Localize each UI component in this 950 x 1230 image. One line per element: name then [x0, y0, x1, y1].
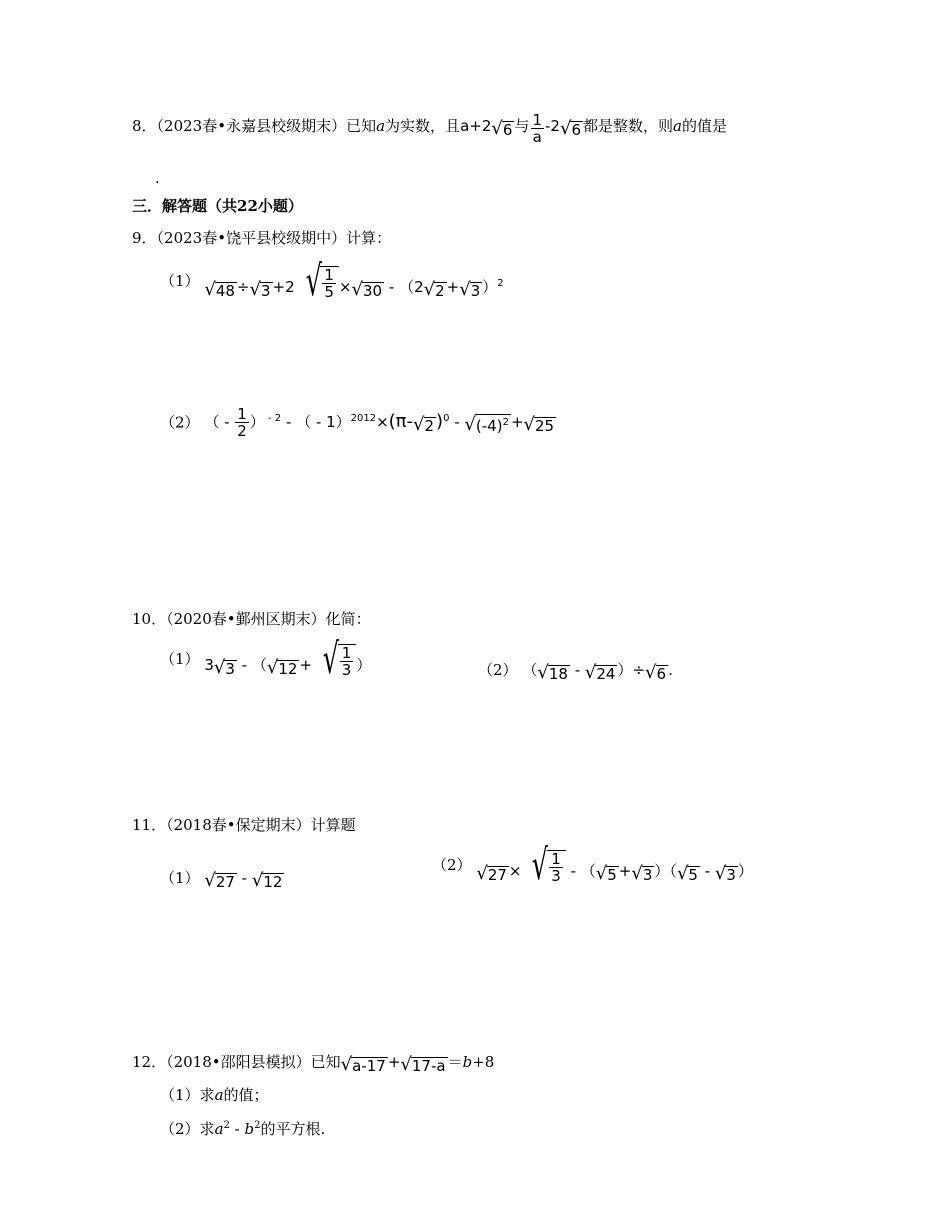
answer-blank-end: . [155, 169, 160, 187]
radical: √ 3 [213, 657, 235, 678]
question-9-part-1 [160, 256, 504, 322]
question-number: 8． [132, 117, 157, 135]
radical: √ 18 [537, 662, 568, 683]
fraction: $\frac{1}{2}$ [237, 405, 247, 440]
expression-a-plus-2root6: a+2 √ 6 [460, 117, 513, 139]
radical: √ 5 [676, 863, 698, 884]
expression: √ a-17 + √ 17-a [340, 1053, 446, 1075]
question-text: 为实数，且 [385, 117, 461, 135]
radical-fraction: √ $\frac{1}{3}$ [521, 846, 565, 884]
question-11-part-1 [160, 868, 284, 890]
part-label: （1） [160, 272, 200, 290]
variable-a: a [376, 117, 386, 135]
variable-a: a [214, 1120, 224, 1138]
radical: √ 2 [423, 279, 445, 300]
radical: √ 3 [459, 279, 481, 300]
question-text: 与 [514, 117, 530, 135]
exponent: 2 [497, 278, 504, 289]
question-number: 10． [132, 610, 167, 628]
radical: √ a-17 [340, 1054, 386, 1075]
question-10 [132, 609, 371, 629]
expression: √ 48 ÷ √ 3 +2 √ $\frac{1}{5}$ × √ 30 - （2 √ 2 + √ 3 ）$^2$ [204, 256, 504, 305]
question-source: （2018•邵阳县模拟） [166, 1053, 311, 1071]
variable-b: b [462, 1053, 473, 1071]
question-11-part-2 [432, 840, 753, 902]
question-number: 11． [132, 816, 167, 834]
question-instruction: 计算： [346, 229, 392, 247]
question-number: 12． [132, 1053, 167, 1071]
radical: √ 3 [249, 279, 271, 300]
radical: √ 27 [204, 870, 235, 891]
question-source: （2023春•永嘉县校级期末） [156, 117, 347, 135]
question-9-part-2 [160, 406, 556, 456]
part-label: （2） [160, 413, 200, 432]
radical: √ $(-4)^2$ [464, 414, 509, 435]
exponent: 2012 [350, 413, 377, 424]
question-9 [132, 228, 391, 248]
expression: （ √ 18 - √ 24 ）÷ √ 6 . [522, 661, 673, 683]
variable-b: b [244, 1120, 255, 1138]
question-text: 都是整数，则 [582, 117, 673, 135]
variable-a: a [673, 117, 682, 135]
radical: √ 48 [204, 279, 235, 300]
question-text: 已知 [310, 1053, 341, 1071]
radical: √ 24 [584, 662, 616, 683]
radical: √ 3 [714, 863, 736, 884]
radical: √ 12 [251, 870, 283, 891]
radical: √ 30 [351, 279, 383, 300]
question-12-part-2: （2）求$a^2 - b^2$的平方根. [160, 1120, 326, 1138]
radical: √ 6 [645, 662, 667, 683]
expression: √ 27 - √ 12 [204, 869, 283, 891]
radical: √ 17-a [400, 1054, 446, 1075]
question-11 [132, 815, 356, 835]
question-source: （2023春•饶平县校级期中） [156, 229, 347, 247]
radical-fraction: √ $\frac{1}{5}$ [295, 262, 339, 300]
radical: √ 5 [595, 863, 617, 884]
part-label: （1） [160, 1086, 200, 1104]
fraction: $\frac{1}{a}$ [532, 111, 542, 146]
expression: √ 27 × √ $\frac{1}{3}$ - （ √ 5 + √ 3 ）（ √ 5 - √ 3 ） [476, 840, 753, 889]
part-label: （1） [160, 869, 200, 887]
question-source: （2020春•鄞州区期末） [166, 610, 326, 628]
question-text: 的值是 [681, 117, 727, 135]
question-8 [132, 112, 727, 162]
question-number: 9． [132, 229, 157, 247]
part-label: （2） [160, 1120, 200, 1138]
question-text: 已知 [346, 117, 377, 135]
question-12-part-1: （1）求a的值； [160, 1086, 269, 1104]
exponent: 0 [443, 413, 450, 424]
radical: √ 6 [491, 118, 513, 139]
part-label: （2） [478, 661, 518, 679]
radical: √ 25 [523, 414, 555, 435]
radical-fraction: √ $\frac{1}{3}$ [312, 640, 356, 678]
question-source: （2018春•保定期末） [166, 816, 311, 834]
variable-a: a [214, 1086, 224, 1104]
part-label: （2） [432, 856, 472, 874]
part-label: （1） [160, 650, 200, 668]
radical: √ 2 [413, 414, 435, 435]
radical: √ 12 [266, 657, 298, 678]
section-heading: 三．解答题（共22小题） [132, 197, 303, 215]
expression: （ - $\frac{1}{2}$ ） $^{- 2}$ - （ - 1）$^{2012}$×(π- √ 2 )$^0$ - √ $(-4)^2$ + √ 25 [204, 405, 555, 440]
question-instruction: 计算题 [310, 816, 356, 834]
question-10-part-1 [160, 634, 372, 696]
expression-1-over-a-minus-2root6: $\frac{1}{a}$ -2 √ 6 [532, 111, 581, 146]
question-instruction: 化简： [325, 610, 371, 628]
radical: √ 6 [559, 118, 581, 139]
expression: 3 √ 3 - （ √ 12 + √ $\frac{1}{3}$ ） [204, 634, 372, 683]
radical: √ 3 [631, 863, 653, 884]
exponent: - 2 [264, 413, 282, 424]
question-12: 12．（2018•邵阳县模拟）已知 √ a-17 + √ 17-a ＝b+8 [132, 1053, 495, 1075]
question-10-part-2 [478, 660, 673, 682]
radical: √ 27 [476, 863, 507, 884]
